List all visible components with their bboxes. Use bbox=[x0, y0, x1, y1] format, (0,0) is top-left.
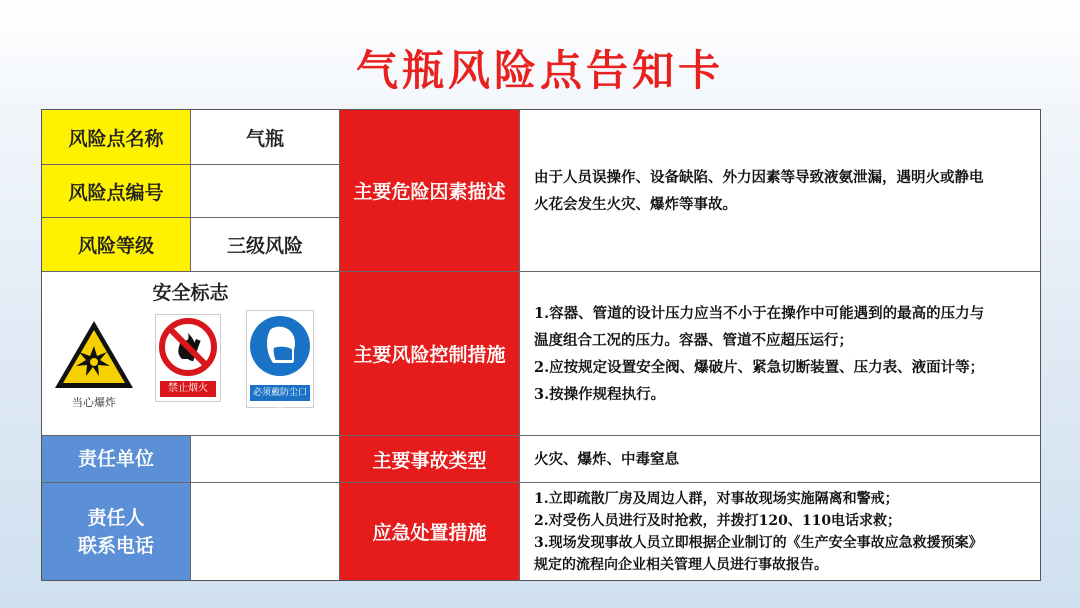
responsible-contact-label: 责任人 联系电话 bbox=[42, 483, 191, 580]
accident-types-text: 火灾、爆炸、中毒窒息 bbox=[520, 436, 1040, 483]
risk-level-label: 风险等级 bbox=[42, 218, 191, 272]
no-fire-icon bbox=[156, 315, 220, 379]
control-line: 2.应按规定设置安全阀、爆破片、紧急切断装置、压力表、液面计等； bbox=[534, 358, 985, 376]
page-title: 气瓶风险点告知卡 bbox=[355, 46, 724, 95]
emergency-text bbox=[520, 483, 1040, 580]
dust-mask-label: 必须戴防尘口罩 bbox=[250, 385, 310, 401]
emergency-line: 规定的流程向企业相关管理人员进行事故报告。 bbox=[534, 556, 828, 573]
responsible-contact-value bbox=[191, 483, 340, 580]
responsible-unit-label: 责任单位 bbox=[42, 436, 191, 483]
explosion-warning-sign bbox=[52, 318, 136, 410]
control-measures-label: 主要风险控制措施 bbox=[340, 272, 520, 436]
dust-mask-sign bbox=[246, 310, 314, 414]
risk-code-value bbox=[191, 165, 340, 218]
hazard-desc-line: 火花会发生火灾、爆炸等事故。 bbox=[534, 195, 737, 213]
safety-signs-title: 安全标志 bbox=[152, 282, 229, 304]
hazard-desc-label: 主要危险因素描述 bbox=[340, 110, 520, 272]
emergency-line: 1.立即疏散厂房及周边人群，对事故现场实施隔离和警戒； bbox=[534, 490, 899, 507]
accident-types-label: 主要事故类型 bbox=[340, 436, 520, 483]
risk-level-value: 三级风险 bbox=[191, 218, 340, 272]
control-line: 温度组合工况的压力。容器、管道不应超压运行； bbox=[534, 331, 853, 349]
risk-name-value: 气瓶 bbox=[191, 110, 340, 165]
safety-signs-panel bbox=[42, 272, 340, 436]
explosion-warning-label: 当心爆炸 bbox=[72, 396, 116, 409]
emergency-label: 应急处置措施 bbox=[340, 483, 520, 580]
explosion-warning-icon bbox=[52, 318, 136, 392]
no-fire-sign bbox=[155, 314, 221, 402]
risk-code-label: 风险点编号 bbox=[42, 165, 191, 218]
control-measures-text bbox=[520, 272, 1040, 436]
control-line: 3.按操作规程执行。 bbox=[534, 385, 666, 403]
responsible-unit-value bbox=[191, 436, 340, 483]
risk-name-label: 风险点名称 bbox=[42, 110, 191, 165]
hazard-desc-line: 由于人员误操作、设备缺陷、外力因素等导致液氨泄漏，遇明火或静电 bbox=[534, 168, 984, 186]
dust-mask-required-icon bbox=[247, 311, 313, 381]
control-line: 1.容器、管道的设计压力应当不小于在操作中可能遇到的最高的压力与 bbox=[534, 304, 985, 322]
hazard-desc-text bbox=[520, 110, 1040, 272]
emergency-line: 2.对受伤人员进行及时抢救，并拨打120、110电话求救； bbox=[534, 512, 902, 529]
no-fire-label: 禁止烟火 bbox=[160, 381, 216, 397]
emergency-line: 3.现场发现事故人员立即根据企业制订的《生产安全事故应急救援预案》 bbox=[534, 534, 983, 551]
risk-notice-card bbox=[41, 109, 1041, 581]
